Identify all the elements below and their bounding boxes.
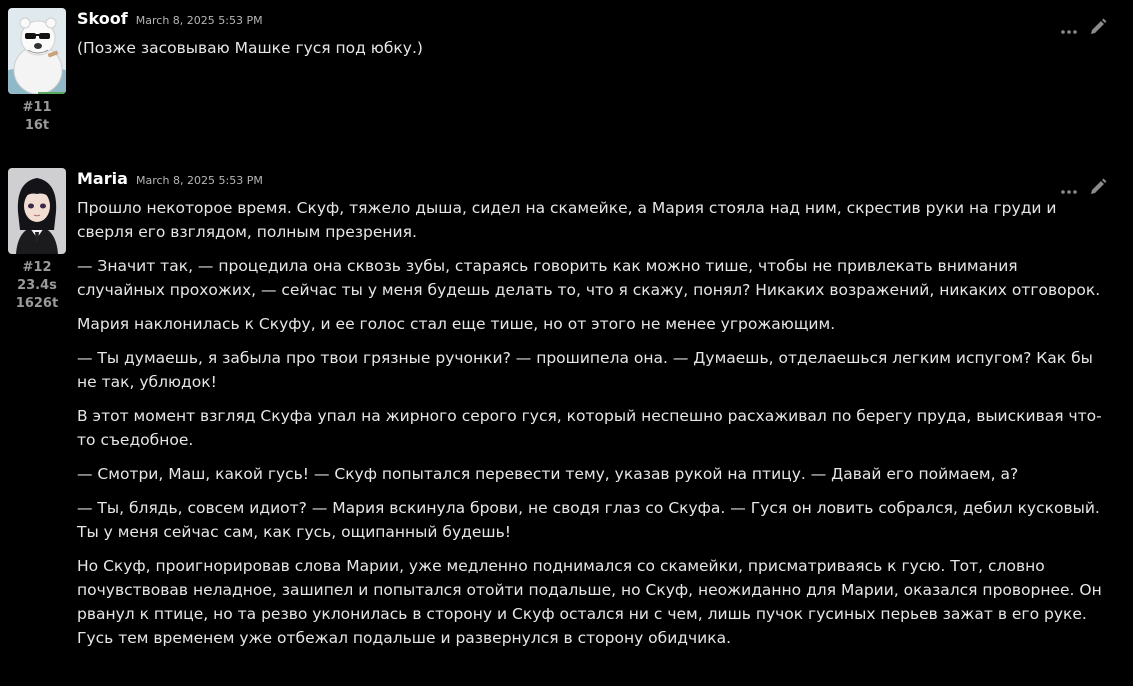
message-header <box>77 8 1107 30</box>
message-paragraph: — Ты думаешь, я забыла про твои грязные ручонки? — прошипела она. — Думаешь, отделаешься легким испугом? Как бы не так, ублюдок! <box>77 349 1093 391</box>
message-paragraph: Но Скуф, проигнорировав слова Марии, уже медленно поднимался со скамейки, присматриваясь к гусю. Тот, словно почувствовав неладное, зашипел и попытался отойти подальше, но Скуф, неожиданно для Марии, оказался проворнее. Он рванул к птице, но та резво уклонилась в сторону и Скуф остался ни с чем, лишь пучок гусиных перьев зажат в его руке. Гусь тем временем уже отбежал подальше и развернулся в сторону обидчика. <box>77 557 1102 647</box>
message-index: #11 <box>22 100 52 115</box>
message-index: #12 <box>22 260 52 275</box>
message-paragraph: В этот момент взгляд Скуфа упал на жирного серого гуся, который неспешно расхаживал по берегу пруда, выискивая что-то съедобное. <box>77 407 1102 449</box>
message-actions <box>1061 178 1107 200</box>
message-paragraph: — Ты, блядь, совсем идиот? — Мария вскинула брови, не сводя глаз со Скуфа. — Гуся он ловить собрался, дебил кусковый. Ты у меня сейчас сам, как гусь, ощипанный будешь! <box>77 499 1100 541</box>
pencil-icon[interactable] <box>1089 18 1107 40</box>
anime-girl-avatar-icon <box>8 168 66 254</box>
message-paragraph: — Значит так, — процедила она сквозь зубы, стараясь говорить как можно тише, чтобы не привлекать внимания случайных прохожих, — сейчас ты у меня будешь делать то, что я скажу, понял? Никаких возражений, никаких отговорок. <box>77 257 1101 299</box>
ellipsis-icon[interactable] <box>1061 20 1077 39</box>
message-timestamp: March 8, 2025 5:53 PM <box>135 174 263 187</box>
message-actions <box>1061 18 1107 40</box>
message-content <box>77 196 1107 650</box>
message-paragraph: Прошло некоторое время. Скуф, тяжело дыша, сидел на скамейке, а Мария стояла над ним, скрестив руки на груди и сверля его взглядом, полным презрения. <box>77 199 1057 241</box>
message-meta <box>8 8 66 135</box>
token-count: 1626t <box>15 296 59 311</box>
message-body <box>77 8 1107 70</box>
avatar-skoof[interactable] <box>8 8 66 94</box>
message-meta <box>8 168 66 313</box>
message-paragraph: (Позже засовываю Машке гуся под юбку.) <box>77 39 423 57</box>
message-header <box>77 168 1107 190</box>
token-count: 16t <box>24 118 50 133</box>
bear-avatar-icon <box>8 8 66 94</box>
author-name[interactable]: Maria <box>77 169 128 188</box>
message-body <box>77 168 1107 660</box>
message-stats <box>8 259 66 313</box>
message-paragraph: — Смотри, Маш, какой гусь! — Скуф попытался перевести тему, указав рукой на птицу. — Давай его поймаем, а? <box>77 465 1019 483</box>
message-paragraph: Мария наклонилась к Скуфу, и ее голос стал еще тише, но от этого не менее угрожающим. <box>77 315 836 333</box>
ellipsis-icon[interactable] <box>1061 180 1077 199</box>
author-name[interactable]: Skoof <box>77 9 128 28</box>
message-timestamp: March 8, 2025 5:53 PM <box>135 14 263 27</box>
pencil-icon[interactable] <box>1089 178 1107 200</box>
message-stats <box>8 99 66 135</box>
message-content <box>77 36 1107 60</box>
avatar-maria[interactable] <box>8 168 66 254</box>
generation-time: 23.4s <box>17 278 57 293</box>
